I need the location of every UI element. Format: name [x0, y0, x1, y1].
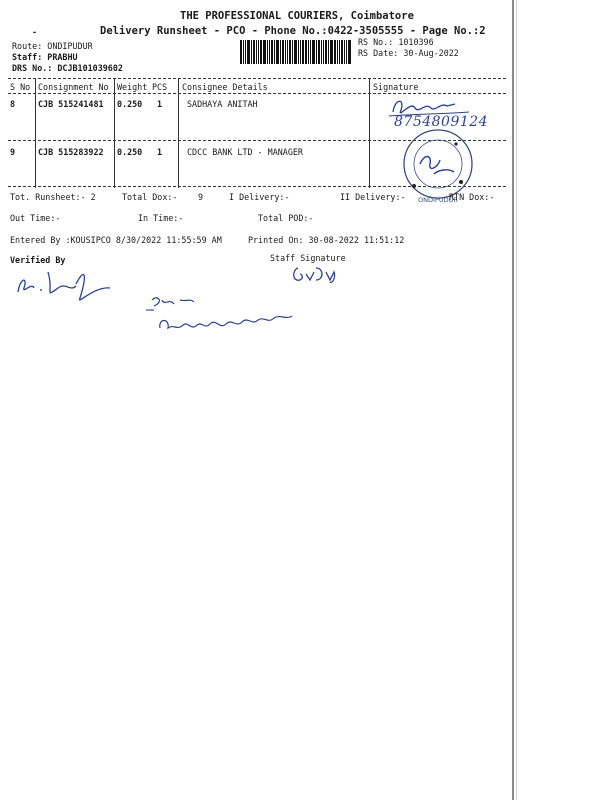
barcode-bar: [267, 40, 268, 64]
barcode-bar: [253, 40, 255, 64]
total-pod: Total POD:-: [258, 213, 314, 223]
barcode-bar: [316, 40, 317, 64]
barcode-bar: [280, 40, 281, 64]
barcode-bar: [260, 40, 262, 64]
rs-date: RS Date: 30-Aug-2022: [358, 48, 459, 58]
row-consignment: CJB 515241481: [38, 99, 104, 109]
barcode-bar: [240, 40, 242, 64]
barcode-bar: [274, 40, 275, 64]
row-consignee: SADHAYA ANITAH: [187, 99, 258, 109]
barcode-bar: [325, 40, 327, 64]
col-header-consignment: Consignment No: [38, 82, 109, 92]
barcode-bar: [251, 40, 252, 64]
col-header-consignee: Consignee Details: [182, 82, 268, 92]
barcode-bar: [287, 40, 288, 64]
barcode-bar: [298, 40, 299, 64]
col-divider: [369, 78, 370, 188]
barcode-bar: [263, 40, 266, 64]
barcode-bar: [289, 40, 291, 64]
row-weight: 0.250: [117, 147, 143, 157]
barcode-bar: [282, 40, 284, 64]
barcode-bar: [323, 40, 324, 64]
in-time: In Time:-: [138, 213, 184, 223]
printed-on: Printed On: 30-08-2022 11:51:12: [248, 235, 405, 245]
barcode-bar: [305, 40, 307, 64]
row-sno: 9: [10, 147, 16, 157]
col-header-weight: Weight: [117, 82, 148, 92]
company-title: THE PROFESSIONAL COURIERS, Coimbatore: [180, 10, 414, 22]
handwritten-phone: 8754809124: [394, 114, 489, 130]
page-edge-shadow-2: [516, 0, 517, 800]
verified-by-signature: [14, 262, 124, 306]
ii-delivery: II Delivery:-: [340, 192, 406, 202]
barcode-bar: [247, 40, 250, 64]
barcode-bar: [346, 40, 347, 64]
staff-signature-label: Staff Signature: [270, 253, 346, 263]
tot-runsheet: Tot. Runsheet:- 2: [10, 192, 96, 202]
entered-by: Entered By :KOUSIPCO 8/30/2022 11:55:59 AM: [10, 235, 222, 245]
barcode-bar: [337, 40, 338, 64]
barcode-bar: [285, 40, 286, 64]
barcode-bar: [269, 40, 270, 64]
staff-signature-scribble: [288, 260, 348, 288]
col-header-signature: Signature: [373, 82, 419, 92]
total-dox-value: 9: [198, 192, 204, 202]
page-edge-shadow: [512, 0, 514, 800]
col-divider: [178, 78, 179, 188]
barcode-bar: [344, 40, 345, 64]
row-pcs: 1: [157, 147, 163, 157]
barcode-bar: [334, 40, 336, 64]
drs-number: DRS No.: DCJB101039602: [12, 63, 123, 73]
handwritten-note: [140, 290, 310, 340]
barcode-bar: [308, 40, 309, 64]
barcode-bar: [318, 40, 320, 64]
barcode-bar: [243, 40, 244, 64]
row-consignee: CDCC BANK LTD - MANAGER: [187, 147, 303, 157]
barcode-bar: [341, 40, 343, 64]
col-header-pcs: PCS: [152, 82, 168, 92]
barcode-bar: [271, 40, 273, 64]
table-top-rule: [8, 78, 506, 79]
barcode-bar: [276, 40, 279, 64]
verified-by-label: Verified By: [10, 255, 66, 265]
runsheet-subtitle: Delivery Runsheet - PCO - Phone No.:0422-3505555 - Page No.:2: [100, 25, 486, 37]
header-dash-mark: -: [32, 27, 38, 37]
barcode-bar: [302, 40, 304, 64]
i-delivery: I Delivery:-: [229, 192, 290, 202]
barcode-bar: [292, 40, 293, 64]
barcode-bar: [330, 40, 333, 64]
rs-number: RS No.: 1010396: [358, 37, 434, 47]
staff: Staff: PRABHU: [12, 52, 78, 62]
barcode-bar: [321, 40, 322, 64]
barcode-bar: [310, 40, 311, 64]
barcode-bar: [245, 40, 246, 64]
rtn-dox: RTN Dox:-: [449, 192, 495, 202]
route: Route: ONDIPUDUR: [12, 41, 93, 51]
row-pcs: 1: [157, 99, 163, 109]
barcode-bar: [339, 40, 340, 64]
barcode-bar: [312, 40, 315, 64]
col-header-sno: S No: [10, 82, 31, 92]
barcode-bar: [294, 40, 297, 64]
row-weight: 0.250: [117, 99, 143, 109]
barcode-bar: [348, 40, 351, 64]
barcode-bar: [328, 40, 329, 64]
total-dox: Total Dox:-: [122, 192, 178, 202]
barcode-bar: [256, 40, 257, 64]
col-divider: [35, 78, 36, 188]
barcode-bar: [258, 40, 259, 64]
row-sno: 8: [10, 99, 16, 109]
barcode-bar: [300, 40, 301, 64]
row-consignment: CJB 515283922: [38, 147, 104, 157]
out-time: Out Time:-: [10, 213, 61, 223]
col-divider: [114, 78, 115, 188]
stamp-text: ONDIPUDUR: [418, 196, 458, 204]
barcode: [240, 40, 354, 64]
